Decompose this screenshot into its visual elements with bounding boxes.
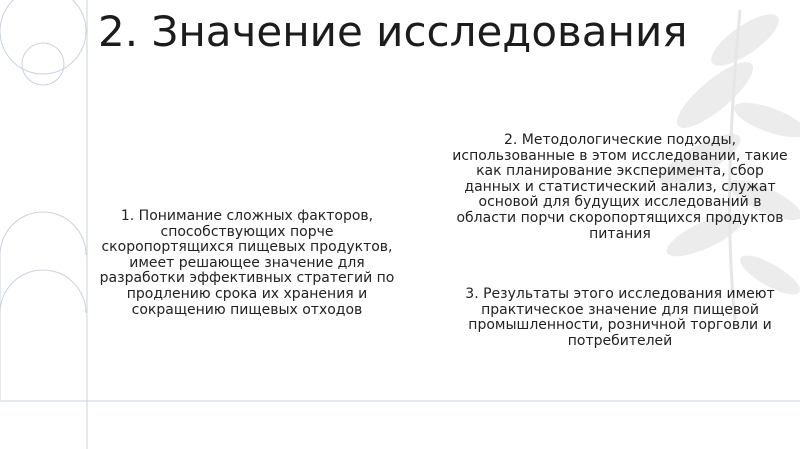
point-3-text: 3. Результаты этого исследования имеют практическое значение для пищевой промышленности, розничной торговли и потребителей bbox=[465, 286, 775, 349]
slide-title: 2. Значение исследования bbox=[98, 7, 688, 56]
point-2-text: 2. Методологические подходы, использованные в этом исследовании, такие как планирование эксперимента, сбор данных и статистический анализ, служат основой для будущих исследований в области порчи скоропортящихся продуктов питания bbox=[452, 132, 788, 242]
point-1-text: 1. Понимание сложных факторов, способствующих порче скоропортящихся пищевых продуктов, имеет решающее значение для разработки эффективных стратегий по продлению срока их хранения и сокращению пищевых отходов bbox=[99, 208, 395, 318]
